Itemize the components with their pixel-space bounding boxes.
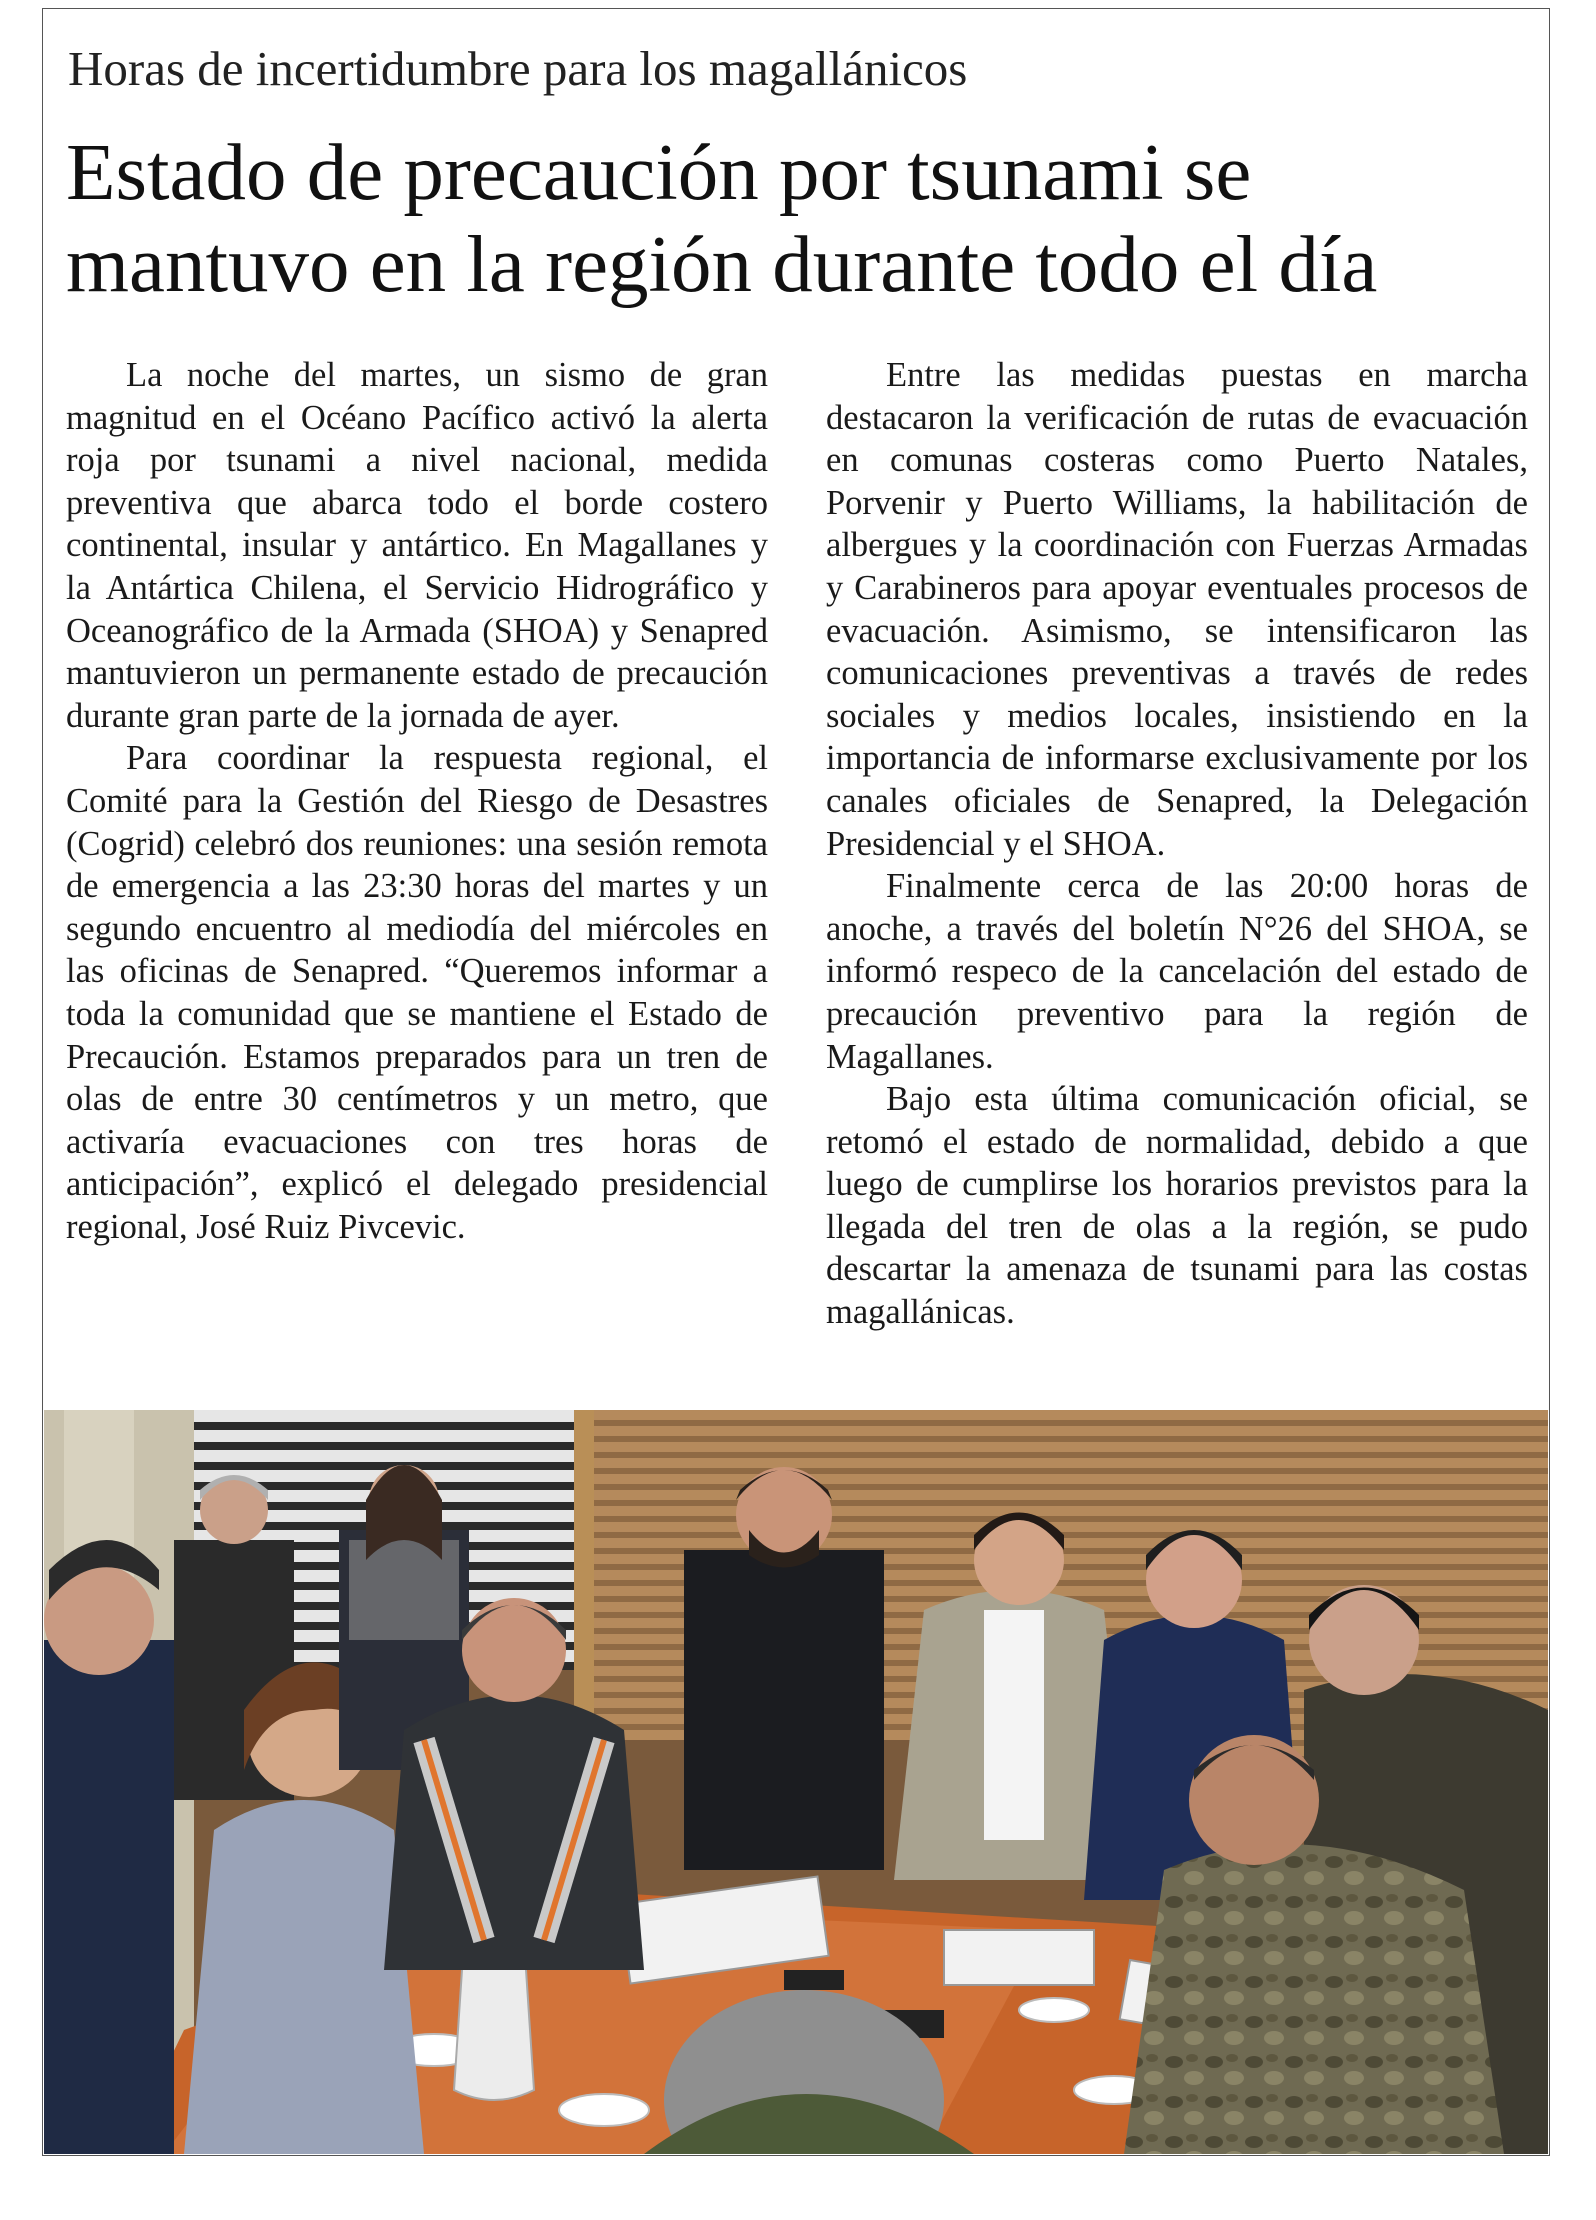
meeting-photo: [44, 1410, 1548, 2154]
article-headline: [66, 126, 1526, 310]
paragraph: Finalmente cerca de las 20:00 horas de anoche, a través del boletín N°26 del SHOA, se informó respeco de la cancelación del estado de precaución preventivo para la región de Magallanes.: [826, 867, 1528, 1076]
paragraph: Para coordinar la respuesta regional, el Comité para la Gestión del Riesgo de Desastres (Cogrid) celebró dos reuniones: una sesión remota de emergencia a las 23:30 horas del martes y un segundo encuentro al mediodía del miércoles en las oficinas de Senapred. “Queremos informar a toda la comunidad que se mantiene el Estado de Precaución. Estamos preparados para un tren de olas de entre 30 centímetros y un metro, que activaría evacuaciones con tres horas de anticipación”, explicó el delegado presidencial regional, José Ruiz Pivcevic.: [66, 739, 768, 1246]
meeting-photo-illustration: [44, 1410, 1548, 2154]
paragraph: Entre las medidas puestas en marcha destacaron la verificación de rutas de evacuación en comunas costeras como Puerto Natales, Porvenir y Puerto Williams, la habilitación de albergues y la coordinación con Fuerzas Armadas y Carabineros para apoyar eventuales procesos de evacuación. Asimismo, se intensificaron las comunicaciones preventivas a través de redes sociales y medios locales, insistiendo en la importancia de informarse exclusivamente por los canales oficiales de Senapred, la Delegación Presidencial y el SHOA.: [826, 356, 1528, 863]
headline-line-1: Estado de precaución por tsunami se: [66, 127, 1252, 217]
article-column-right: [826, 354, 1528, 1334]
article-column-left: [66, 354, 768, 1248]
headline-line-2: mantuvo en la región durante todo el día: [66, 219, 1378, 309]
paragraph: La noche del martes, un sismo de gran magnitud en el Océano Pacífico activó la alerta roja por tsunami a nivel nacional, medida preventiva que abarca todo el borde costero continental, insular y antártico. En Magallanes y la Antártica Chilena, el Servicio Hidrográfico y Oceanográfico de la Armada (SHOA) y Senapred mantuvieron un permanente estado de precaución durante gran parte de la jornada de ayer.: [66, 356, 768, 735]
article-kicker: Horas de incertidumbre para los magallánicos: [68, 41, 968, 96]
paragraph: Bajo esta última comunicación oficial, se retomó el estado de normalidad, debido a que luego de cumplirse los horarios previstos para la llegada del tren de olas a la región, se pudo descartar la amenaza de tsunami para las costas magallánicas.: [826, 1080, 1528, 1332]
